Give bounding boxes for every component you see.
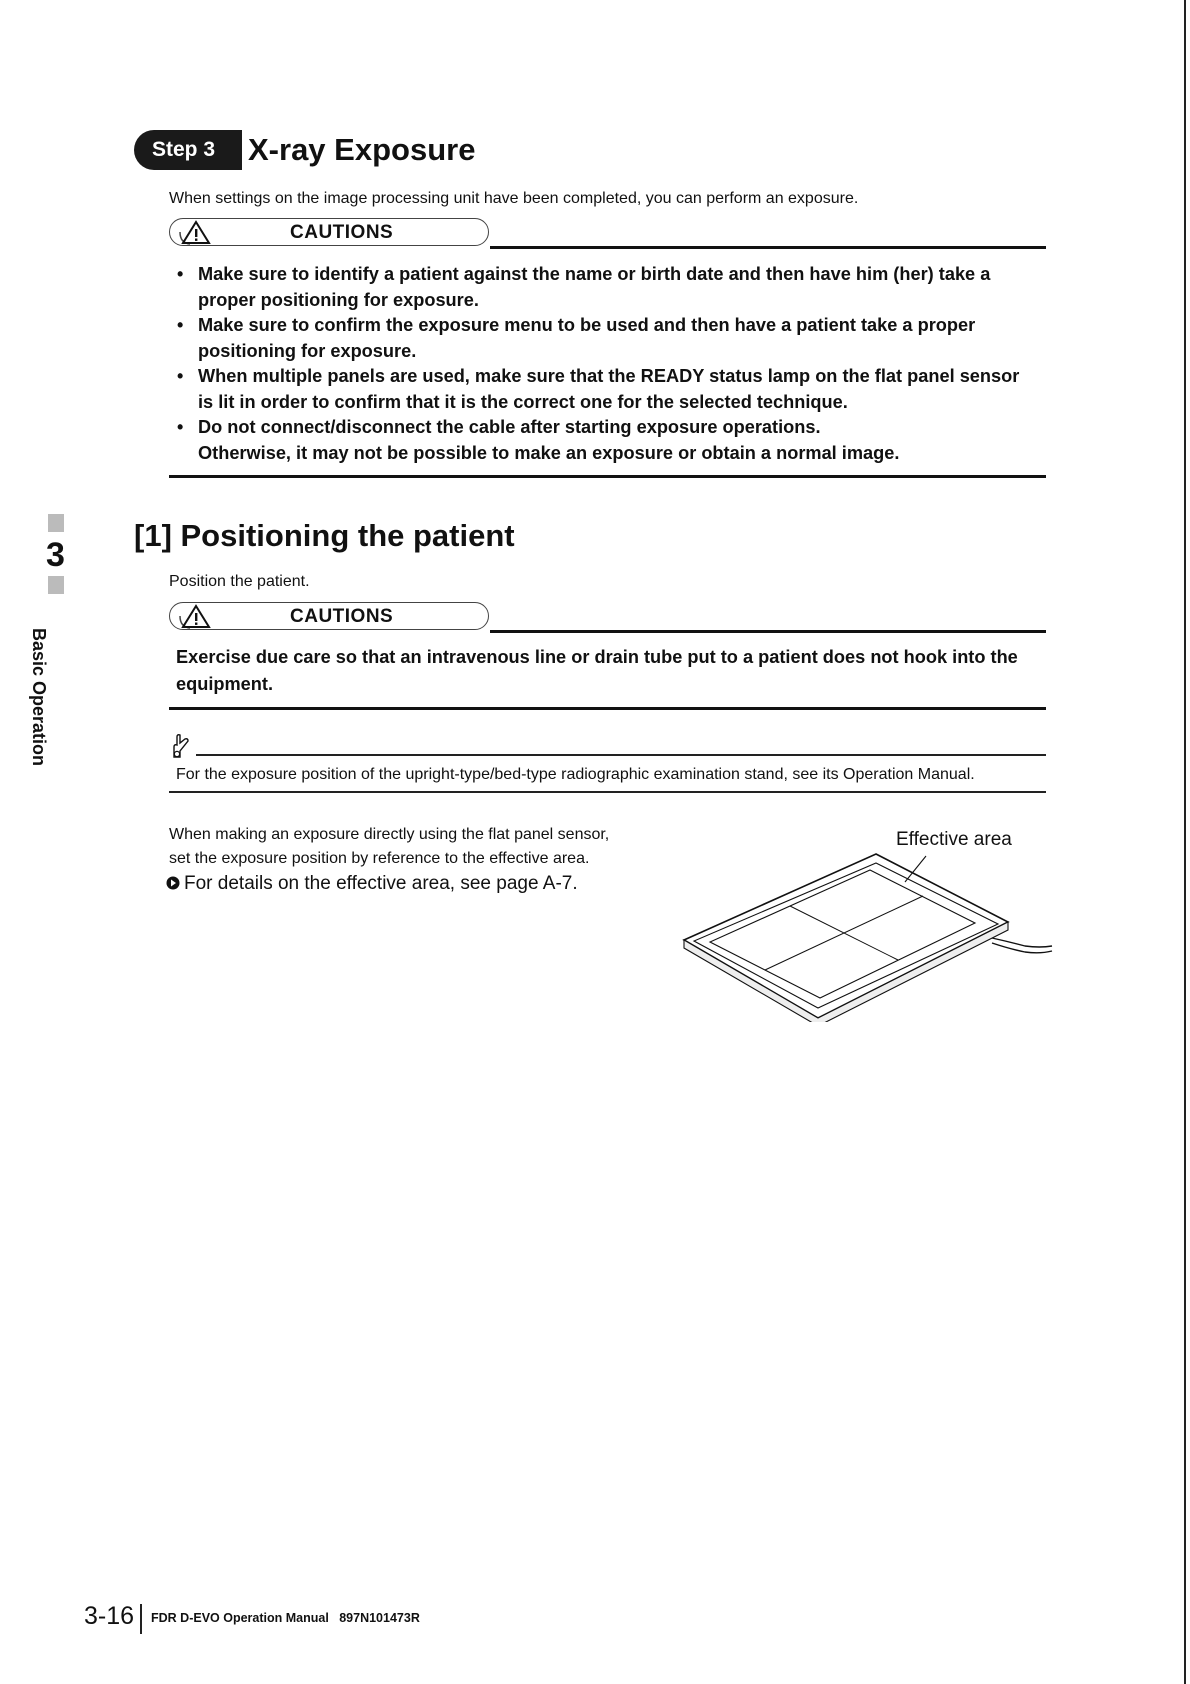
cautions-list (176, 262, 1036, 466)
step-badge: Step 3 (134, 130, 242, 170)
reference-arrow-icon (166, 873, 180, 895)
cautions-header (169, 218, 489, 246)
section-intro: Position the patient. (169, 573, 310, 590)
note-bottom-rule (169, 791, 1046, 793)
body-line: When making an exposure directly using the flat panel sensor, (169, 826, 610, 843)
page-number: 3-16 (84, 1602, 135, 1630)
body-line: set the exposure position by reference to the effective area. (169, 850, 590, 867)
manual-doc-id: 897N101473R (339, 1611, 420, 1625)
caution-item: • When multiple panels are used, make sure that the READY status lamp on the flat panel sensor is lit in order to confirm that it is the correct one for the selected technique. (176, 364, 1036, 415)
footer-manual-info (151, 1611, 420, 1625)
step-title: X-ray Exposure (248, 132, 476, 167)
figure-label: Effective area (896, 829, 1012, 850)
caution-item-extra: Otherwise, it may not be possible to make an exposure or obtain a normal image. (198, 442, 900, 463)
cautions-rule (490, 630, 1046, 633)
note-text: For the exposure position of the upright-type/bed-type radiographic examination stand, see its Operation Manual. (176, 766, 975, 783)
note-hand-icon (170, 733, 192, 764)
section-caution-end-rule (169, 707, 1046, 710)
cautions-rule (490, 246, 1046, 249)
body-paragraph (169, 823, 609, 871)
page-edge-line (1184, 0, 1186, 1684)
caution-item-text: Do not connect/disconnect the cable after starting exposure operations. (198, 417, 821, 437)
cautions-label: CAUTIONS (290, 606, 394, 627)
cautions-label: CAUTIONS (290, 222, 394, 243)
manual-title: FDR D-EVO Operation Manual (151, 1611, 329, 1625)
page-reference (166, 873, 578, 895)
caution-item: • Make sure to identify a patient against the name or birth date and then have him (her) take a proper positioning for exposure. (176, 262, 1036, 313)
warning-icon (176, 603, 216, 634)
caution-item: • Make sure to confirm the exposure menu to be used and then have a patient take a proper positioning for exposure. (176, 313, 1036, 364)
section-caution-text: Exercise due care so that an intravenous line or drain tube put to a patient does not hook into the equipment. (176, 647, 1018, 694)
cautions-end-rule (169, 475, 1046, 478)
caution-item (176, 415, 1036, 466)
chapter-number: 3 (46, 536, 65, 574)
section-title: [1] Positioning the patient (134, 518, 515, 553)
step-intro: When settings on the image processing unit have been completed, you can perform an exposure. (169, 190, 859, 207)
reference-text: For details on the effective area, see page A-7. (184, 873, 578, 894)
chapter-tab (46, 514, 66, 594)
chapter-label: Basic Operation (29, 628, 49, 767)
cautions-header (169, 602, 489, 630)
warning-icon (176, 219, 216, 250)
flat-panel-sensor-figure (680, 850, 1055, 1022)
note-top-rule (196, 754, 1046, 756)
footer-divider (140, 1604, 142, 1634)
